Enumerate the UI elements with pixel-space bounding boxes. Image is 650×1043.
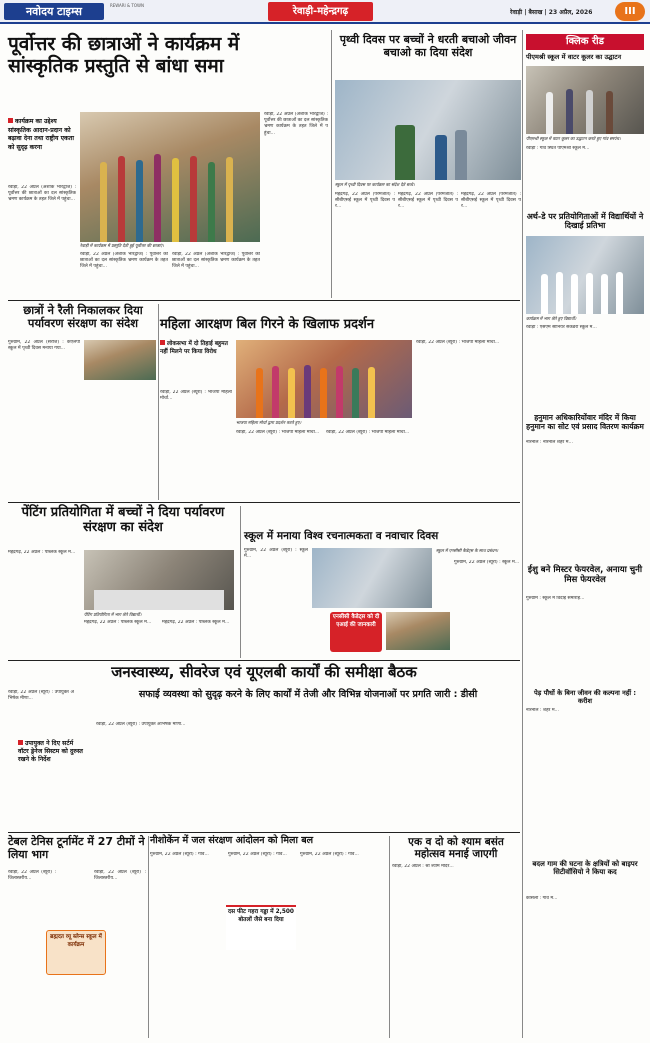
story1-body-2: रेवाड़ी, 22 अप्रैल (अशोक भारद्वाज) : पूर्वोत्तर की छात्राओं का दल सांस्कृतिक भ्रमण कार्यक्रम के तहत जिले में पहुंचा...	[80, 252, 168, 270]
sidebar4-headline: ईशु बने मिस्टर फेयरवेल, अनाया चुनी मिस फेयरवेल	[527, 565, 643, 585]
story1-kicker	[8, 118, 76, 152]
story9-body-3: गुरुग्राम, 22 अप्रैल (ब्यूरो) : गांव...	[300, 852, 359, 857]
story5-photo	[84, 550, 234, 610]
story4-body-2: रेवाड़ी, 22 अप्रैल (ब्यूरो) : भाजपा महिला मोर्चा...	[236, 430, 320, 435]
sidebar2-photo	[526, 236, 644, 314]
sidebar3-body: नारनौल : नारनौल शहर में...	[526, 440, 573, 445]
story4-caption: भाजपा महिला मोर्चा द्वारा प्रदर्शन करते हुए।	[236, 420, 302, 425]
story6-photo-2	[386, 612, 450, 650]
story4-body-4: रेवाड़ी, 22 अप्रैल (ब्यूरो) : भाजपा महिला मोर्चा...	[416, 340, 500, 345]
click-read-label: क्लिक रीड	[565, 36, 604, 47]
story6-caption: स्कूल में एनसीसी कैडेट्स के साथ प्रबंधन।	[436, 548, 499, 553]
rule-story2	[331, 30, 332, 298]
sidebar1-caption: पीएमश्री स्कूल में वाटर कूलर का उद्घाटन करते हुए गांव सरपंच।	[526, 136, 621, 141]
masthead-bar	[0, 0, 650, 24]
story9-body: गुरुग्राम, 22 अप्रैल (ब्यूरो) : गांव...	[150, 852, 209, 857]
ncc-callout-text: एनसीसी कैडेट्स को दी एआई की जानकारी	[332, 614, 380, 628]
story1-body-4: रेवाड़ी, 22 अप्रैल (अशोक भारद्वाज) : पूर्वोत्तर की छात्राओं का दल सांस्कृतिक भ्रमण कार्यक्रम के तहत जिले में पहुंचा...	[264, 112, 328, 136]
story5-headline: पेंटिंग प्रतियोगिता में बच्चों ने दिया पर्यावरण संरक्षण का संदेश	[21, 505, 225, 535]
masthead-date: रेवाड़ी | बैसाख | 23 अप्रैल, 2026	[510, 9, 593, 16]
story1-body: रेवाड़ी, 22 अप्रैल (अशोक भारद्वाज) : पूर्वोत्तर की छात्राओं का दल सांस्कृतिक भ्रमण कार्यक्रम के तहत जिले में पहुंचा...	[8, 185, 76, 203]
divider-4	[8, 832, 520, 833]
ncc-callout	[330, 612, 382, 652]
story2-body-2: महेंद्रगढ़, 22 अप्रैल (परमजीत) : सीबीएसई स्कूल में पृथ्वी दिवस पर...	[398, 192, 458, 210]
divider-2	[8, 502, 520, 503]
story8-body-2: रेवाड़ी, 22 अप्रैल (ब्यूरो) : जिलास्तरीय...	[94, 870, 146, 882]
water-callout	[226, 905, 296, 950]
sidebar1-body: रेवाड़ी : गांव स्थित पीएमश्री स्कूल में...	[526, 146, 590, 151]
story7-headline: जनस्वास्थ्य, सीवरेज एवं यूएलबी कार्यों की समीक्षा बैठक	[111, 663, 417, 681]
divider-3	[8, 660, 520, 661]
sidebar6-headline: बदल गाम की घटना के क्षत्रियों को बाइपर सिटीवॉसियो ने किया कद	[532, 860, 638, 877]
story1-body-3: रेवाड़ी, 22 अप्रैल (अशोक भारद्वाज) : पूर्वोत्तर की छात्राओं का दल सांस्कृतिक भ्रमण कार्यक्रम के तहत जिले में पहुंचा...	[172, 252, 260, 270]
story7-body: रेवाड़ी, 22 अप्रैल (ब्यूरो) : उपायुक्त अभिषेक मीणा...	[8, 690, 74, 702]
story2-photo	[335, 80, 521, 180]
story6-body: गुरुग्राम, 22 अप्रैल (ब्यूरो) : स्कूल में...	[244, 548, 308, 560]
story5-body: महेंद्रगढ़, 22 अप्रैल : पब्लिक स्कूल में...	[8, 550, 76, 555]
story1-caption: रेवाड़ी में कार्यक्रम में प्रस्तुति देती हुई पूर्वोत्तर की छात्राएं।	[80, 243, 164, 248]
story4-photo	[236, 340, 412, 418]
story1-photo	[80, 112, 260, 242]
kicker-square-icon	[18, 740, 23, 745]
story9-body-2: गुरुग्राम, 22 अप्रैल (ब्यूरो) : गांव...	[228, 852, 287, 857]
story5-caption: पेंटिंग प्रतियोगिता में भाग लेते विद्यार्थी।	[84, 612, 142, 617]
paper-logo	[4, 3, 104, 20]
page-number-badge	[615, 2, 645, 21]
page-number: III	[624, 6, 636, 17]
story4-headline: महिला आरक्षण बिल गिरने के खिलाफ प्रदर्शन	[160, 317, 375, 332]
sidebar2-caption: कार्यक्रम में भाग लेते हुए विद्यार्थी।	[526, 316, 577, 321]
story10-body: रेवाड़ी, 22 अप्रैल : श्री श्याम मंदिर...	[392, 864, 454, 869]
school-callout-text: ब्रह्मदत व्यू ब्लेन्स स्कूल में कार्यक्रम	[50, 934, 102, 948]
story6-body-2: गुरुग्राम, 22 अप्रैल (ब्यूरो) : स्कूल में...	[454, 560, 520, 565]
story9-headline: नीशोकेंन में जल संरक्षण आंदोलन को मिला बल	[150, 835, 314, 846]
story8-body: रेवाड़ी, 22 अप्रैल (ब्यूरो) : जिलास्तरीय...	[8, 870, 56, 882]
rule-story10	[389, 836, 390, 1038]
story5-body-2: महेंद्रगढ़, 22 अप्रैल : पब्लिक स्कूल में...	[84, 620, 152, 625]
story7-side-kicker	[18, 740, 84, 765]
section-name: रेवाड़ी-महेन्द्रगढ़	[292, 6, 349, 17]
section-badge	[268, 2, 373, 21]
story1-kicker-text: कार्यक्रम का उद्देश्य सांस्कृतिक आदान-प्रदान को बढ़ावा देना तथा राष्ट्रीय एकता को सुदृढ़ करना	[8, 118, 74, 151]
sidebar3-headline: हनुमान अधिकारियोंवार मंदिर में किया हनुमान का सोट एवं प्रसाद वितरण कार्यक्रम	[526, 413, 644, 431]
story4-body: रेवाड़ी, 22 अप्रैल (ब्यूरो) : भाजपा महिला मोर्चा...	[160, 390, 232, 402]
story7-side-kicker-text: उपायुक्त ने दिए सर्टर्म वॉटर ड्रेनेज सिस्टम को दुरुस्त रखने के निर्देश	[18, 740, 83, 764]
rule-story8	[148, 836, 149, 1038]
story5-body-3: महेंद्रगढ़, 22 अप्रैल : पब्लिक स्कूल में...	[162, 620, 230, 625]
rule-story3	[158, 304, 159, 500]
click-read-banner	[526, 34, 644, 50]
story7-subhead: सफाई व्यवस्था को सुदृढ़ करने के लिए कार्यों में तेजी और विभिन्न योजनाओं पर प्रगति जारी : डीसी	[138, 689, 478, 700]
story2-caption: स्कूल में पृथ्वी दिवस पर कार्यक्रम का संदेश देते बच्चे।	[335, 182, 415, 187]
story4-kicker-text: लोकसभा में दो तिहाई बहुमत नहीं मिलने पर किया विरोध	[160, 341, 228, 355]
rule-story5	[240, 506, 241, 658]
sidebar1-photo	[526, 66, 644, 134]
story7-body-2: रेवाड़ी, 22 अप्रैल (ब्यूरो) : उपायुक्त अभिषेक मीणा...	[96, 722, 186, 727]
sidebar2-headline: अर्थ-डे पर प्रतियोगिताओं में विद्यार्थियों ने दिखाई प्रतिभा	[526, 212, 644, 231]
story3-photo	[84, 340, 156, 380]
paper-name: नवोदय टाइम्स	[26, 5, 82, 18]
sidebar5-body: नारनौल : शहर में...	[526, 708, 559, 713]
water-callout-text: दस फीट गहरा गड्ढा में 2,500 बोतलों जैसे बना दिया	[228, 909, 294, 923]
kicker-square-icon	[8, 118, 13, 123]
sidebar6-body: कोसली : गांव में...	[526, 896, 558, 901]
story4-body-3: रेवाड़ी, 22 अप्रैल (ब्यूरो) : भाजपा महिला मोर्चा...	[326, 430, 410, 435]
school-callout	[46, 930, 106, 975]
story6-photo-1	[312, 548, 432, 608]
story6-headline: स्कूल में मनाया विश्व रचनात्मकता व नवाचार दिवस	[244, 530, 439, 542]
story3-body: गुरुग्राम, 22 अप्रैल (सरोज) : केएलपी स्कूल में पृथ्वी दिवस मनाया गया...	[8, 340, 80, 352]
story8-headline: टेबल टेनिस टूर्नामेंट में 27 टीमों ने लिया भाग	[8, 835, 145, 861]
sidebar1-headline: पीएमश्री स्कूल में वाटर कूलर का उद्घाटन	[526, 53, 622, 61]
story2-body-3: महेंद्रगढ़, 22 अप्रैल (परमजीत) : सीबीएसई स्कूल में पृथ्वी दिवस पर...	[461, 192, 521, 210]
kicker-square-icon	[160, 340, 165, 345]
story4-kicker	[160, 340, 232, 356]
story10-headline: एक व दो को श्याम बसंत महोत्सव मनाई जाएगी	[408, 836, 504, 861]
story2-body: महेंद्रगढ़, 22 अप्रैल (परमजीत) : सीबीएसई स्कूल में पृथ्वी दिवस पर...	[335, 192, 395, 210]
rule-right-column	[522, 30, 523, 1038]
sidebar4-body: गुरुग्राम : स्कूल में विदाई समारोह...	[526, 596, 585, 601]
story2-headline: पृथ्वी दिवस पर बच्चों ने धरती बचाओ जीवन बचाओ का दिया संदेश	[339, 33, 517, 59]
story1-headline: पूर्वोत्तर की छात्राओं ने कार्यक्रम में सांस्कृतिक प्रस्तुति से बांधा समा	[8, 33, 240, 77]
masthead-edition: REWARI & TOWN	[110, 3, 144, 8]
sidebar2-body: रेवाड़ी : एसएम सीनियर सेकेंडरी स्कूल में...	[526, 325, 597, 330]
story3-headline: छात्रों ने रैली निकालकर दिया पर्यावरण संरक्षण का संदेश	[23, 303, 143, 331]
sidebar5-headline: पेड़ पौधों के बिना जीवन की कल्पना नहीं : करीश	[534, 689, 636, 705]
divider-1	[8, 300, 520, 301]
